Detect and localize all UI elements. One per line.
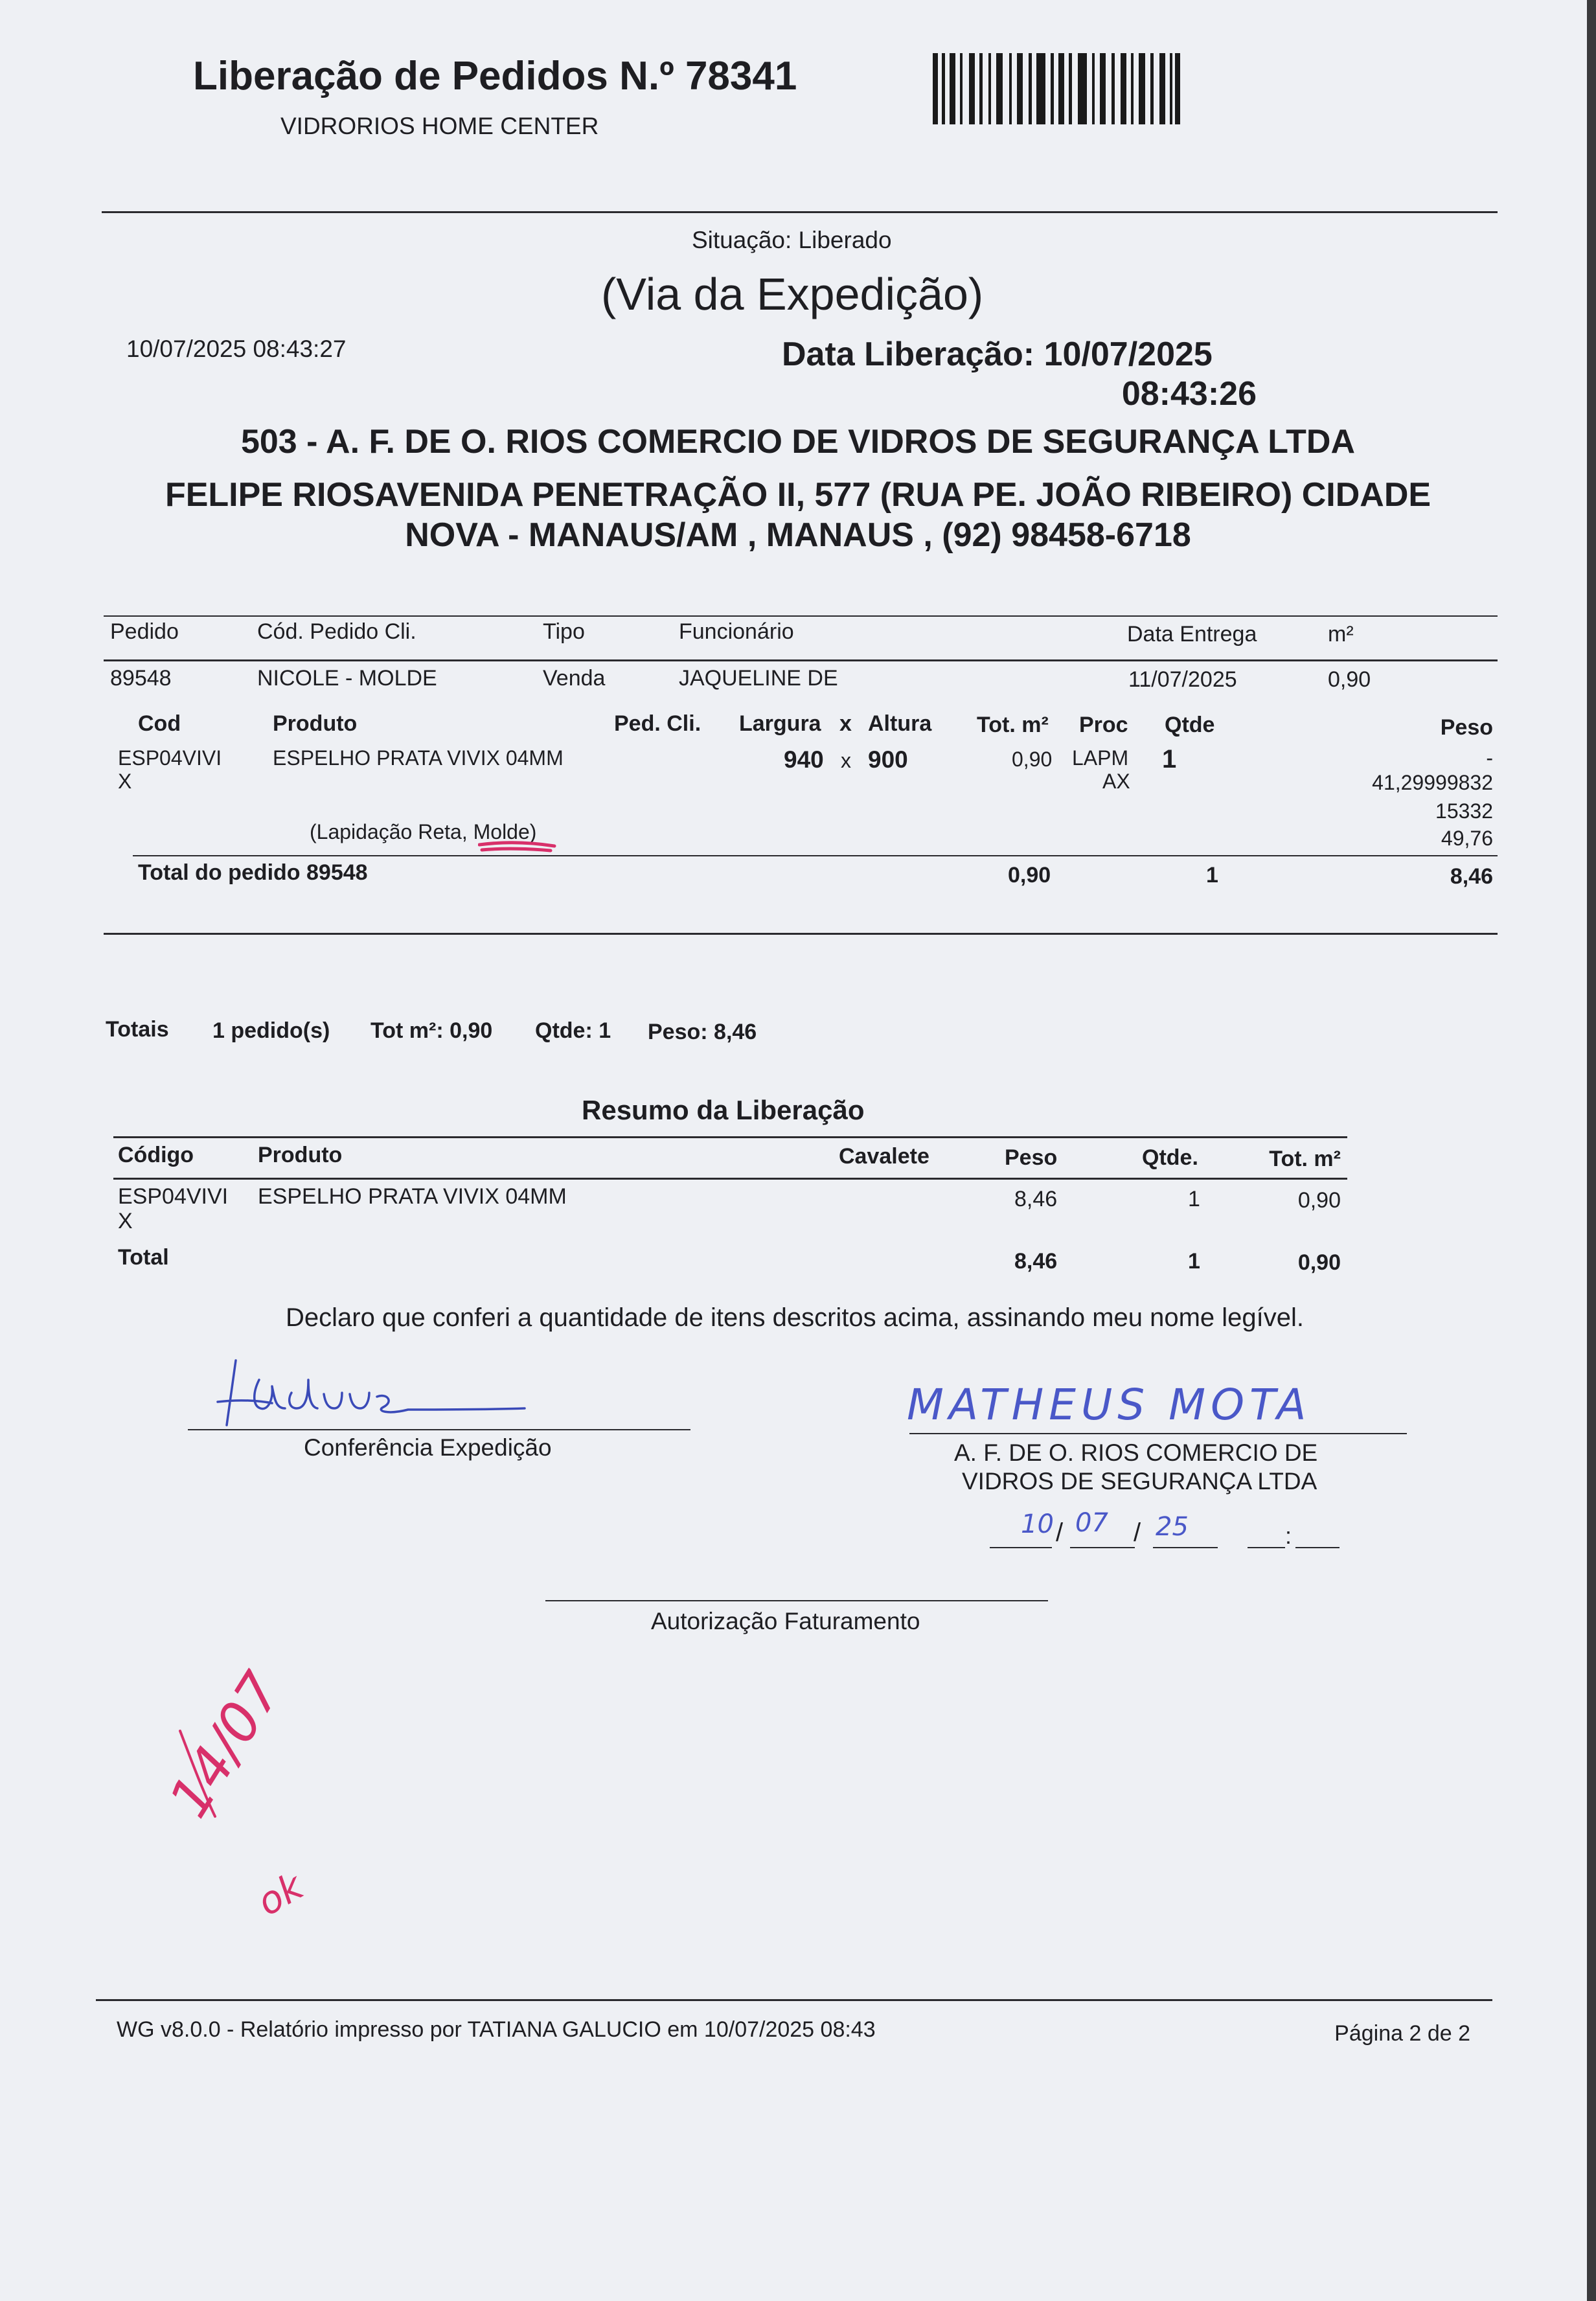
- item-peso-line1: -: [1486, 746, 1493, 770]
- order-total-m2: 0,90: [1008, 863, 1051, 887]
- item-lapidacao: (Lapidação Reta, Molde): [310, 820, 537, 843]
- col-m2: m²: [1328, 622, 1354, 647]
- summary-row-peso: 8,46: [1014, 1187, 1058, 1211]
- right-label-line1: A. F. DE O. RIOS COMERCIO DE: [954, 1439, 1318, 1466]
- via-label: (Via da Expedição): [601, 269, 984, 319]
- right-signature-line: [909, 1433, 1407, 1434]
- left-signature-line: [188, 1429, 690, 1430]
- time-colon: :: [1285, 1522, 1292, 1549]
- totals-qtde: Qtde: 1: [535, 1018, 611, 1043]
- item-proc-line1: LAPM: [1072, 746, 1129, 770]
- totals-pedidos: 1 pedido(s): [212, 1018, 330, 1043]
- release-date: Data Liberação: 10/07/2025: [782, 336, 1213, 373]
- item-col-altura: Altura: [868, 711, 932, 736]
- summary-col-codigo: Código: [118, 1143, 194, 1167]
- item-total-rule: [133, 855, 1498, 856]
- summary-total-peso: 8,46: [1014, 1249, 1058, 1274]
- col-funcionario: Funcionário: [679, 619, 794, 644]
- date-sep1: /: [1056, 1518, 1064, 1547]
- handwritten-date-annotation: 14/07: [157, 1661, 294, 1828]
- summary-col-cavalete: Cavalete: [839, 1144, 929, 1169]
- right-label-line2: VIDROS DE SEGURANÇA LTDA: [962, 1468, 1317, 1494]
- scan-right-edge: [1587, 0, 1596, 2301]
- print-datetime: 10/07/2025 08:43:27: [126, 336, 347, 362]
- item-largura: 940: [784, 746, 824, 773]
- item-col-proc: Proc: [1079, 713, 1128, 737]
- client-name: 503 - A. F. DE O. RIOS COMERCIO DE VIDROS DE SEGURANÇA LTDA: [240, 423, 1356, 461]
- date-sep2: /: [1134, 1518, 1141, 1547]
- order-m2: 0,90: [1328, 667, 1371, 692]
- item-tot-m2: 0,90: [1012, 748, 1053, 771]
- totals-tot-m2: Tot m²: 0,90: [370, 1018, 493, 1043]
- header-divider: [102, 211, 1498, 213]
- col-data-entrega: Data Entrega: [1127, 622, 1257, 647]
- order-tipo: Venda: [543, 666, 606, 691]
- status-text: Situação: Liberado: [692, 227, 892, 253]
- declaration-text: Declaro que conferi a quantidade de itens descritos acima, assinando meu nome legível.: [286, 1303, 1305, 1332]
- summary-row-codigo-line2: X: [118, 1209, 133, 1233]
- item-altura: 900: [868, 746, 908, 773]
- item-peso-line3: 15332: [1435, 799, 1493, 823]
- item-peso-line4: 49,76: [1441, 827, 1493, 850]
- date-month-handwritten: 07: [1075, 1508, 1108, 1538]
- date-day-line: [990, 1547, 1052, 1548]
- totals-label: Totais: [106, 1017, 169, 1042]
- authorization-line: [545, 1600, 1048, 1601]
- client-address-line2: NOVA - MANAUS/AM , MANAUS , (92) 98458-6718: [405, 516, 1191, 554]
- summary-col-produto: Produto: [258, 1143, 343, 1167]
- order-total-qtde: 1: [1206, 863, 1218, 887]
- item-col-cod: Cod: [138, 711, 181, 736]
- order-data-entrega: 11/07/2025: [1128, 667, 1237, 692]
- left-signature-label: Conferência Expedição: [304, 1434, 552, 1461]
- summary-top-rule: [113, 1136, 1347, 1138]
- right-handwritten-signature: MATHEUS MOTA: [907, 1380, 1312, 1430]
- item-proc-line2: AX: [1102, 770, 1130, 793]
- item-col-tot-m2: Tot. m²: [977, 713, 1049, 737]
- col-pedido: Pedido: [110, 619, 179, 644]
- date-month-line: [1070, 1547, 1135, 1548]
- summary-header-rule: [113, 1178, 1347, 1180]
- client-address-line1: FELIPE RIOSAVENIDA PENETRAÇÃO II, 577 (RUA PE. JOÃO RIBEIRO) CIDADE: [165, 476, 1431, 514]
- date-year-handwritten: 25: [1156, 1512, 1189, 1542]
- col-tipo: Tipo: [543, 619, 585, 644]
- item-peso-line2: 41,29999832: [1372, 771, 1493, 794]
- footer-print-info: WG v8.0.0 - Relatório impresso por TATIANA GALUCIO em 10/07/2025 08:43: [117, 2017, 876, 2042]
- item-cod-line2: X: [118, 770, 132, 793]
- order-total-peso: 8,46: [1450, 864, 1493, 889]
- order-table-bottom-rule: [104, 933, 1498, 935]
- order-pedido: 89548: [110, 666, 172, 691]
- handwritten-ok-annotation: ok: [249, 1864, 311, 1925]
- order-total-label: Total do pedido 89548: [138, 860, 368, 885]
- order-funcionario: JAQUELINE DE: [679, 666, 838, 691]
- footer-page-number: Página 2 de 2: [1334, 2021, 1470, 2046]
- item-x: x: [841, 749, 851, 772]
- time-hour-line: [1248, 1547, 1285, 1548]
- summary-row-tot-m2: 0,90: [1297, 1188, 1341, 1213]
- summary-total-tot-m2: 0,90: [1297, 1250, 1341, 1275]
- barcode: [933, 53, 1180, 124]
- molde-underline-mark: [478, 840, 557, 854]
- item-qtde: 1: [1162, 745, 1177, 773]
- release-time: 08:43:26: [1121, 375, 1257, 413]
- time-minute-line: [1295, 1547, 1340, 1548]
- authorization-label: Autorização Faturamento: [651, 1608, 920, 1634]
- document-title: Liberação de Pedidos N.º 78341: [193, 54, 797, 98]
- summary-col-qtde: Qtde.: [1142, 1145, 1198, 1170]
- summary-title: Resumo da Liberação: [582, 1095, 865, 1125]
- order-table-header-rule: [104, 659, 1498, 661]
- item-col-largura: Largura: [739, 711, 821, 736]
- summary-col-peso: Peso: [1005, 1145, 1058, 1170]
- item-col-qtde: Qtde: [1165, 713, 1215, 737]
- summary-total-label: Total: [118, 1245, 169, 1270]
- company-name: VIDRORIOS HOME CENTER: [280, 113, 599, 139]
- item-col-ped-cli: Ped. Cli.: [614, 711, 701, 736]
- order-table-top-rule: [104, 615, 1498, 617]
- totals-peso: Peso: 8,46: [648, 1020, 757, 1044]
- item-col-x: x: [839, 711, 852, 736]
- order-cod-cli: NICOLE - MOLDE: [257, 666, 437, 691]
- left-handwritten-signature: [214, 1354, 531, 1432]
- summary-col-tot-m2: Tot. m²: [1269, 1147, 1341, 1171]
- item-cod-line1: ESP04VIVI: [118, 746, 222, 770]
- date-year-line: [1153, 1547, 1218, 1548]
- summary-row-produto: ESPELHO PRATA VIVIX 04MM: [258, 1184, 567, 1209]
- date-day-handwritten: 10: [1021, 1509, 1054, 1539]
- col-cod-pedido-cli: Cód. Pedido Cli.: [257, 619, 416, 644]
- handwritten-stroke-mark: [176, 1728, 228, 1819]
- item-col-peso: Peso: [1440, 715, 1493, 740]
- item-produto: ESPELHO PRATA VIVIX 04MM: [273, 746, 564, 770]
- item-col-produto: Produto: [273, 711, 358, 736]
- summary-row-qtde: 1: [1188, 1187, 1200, 1211]
- summary-total-qtde: 1: [1188, 1249, 1200, 1274]
- summary-row-codigo-line1: ESP04VIVI: [118, 1184, 229, 1209]
- footer-rule: [96, 1999, 1492, 2001]
